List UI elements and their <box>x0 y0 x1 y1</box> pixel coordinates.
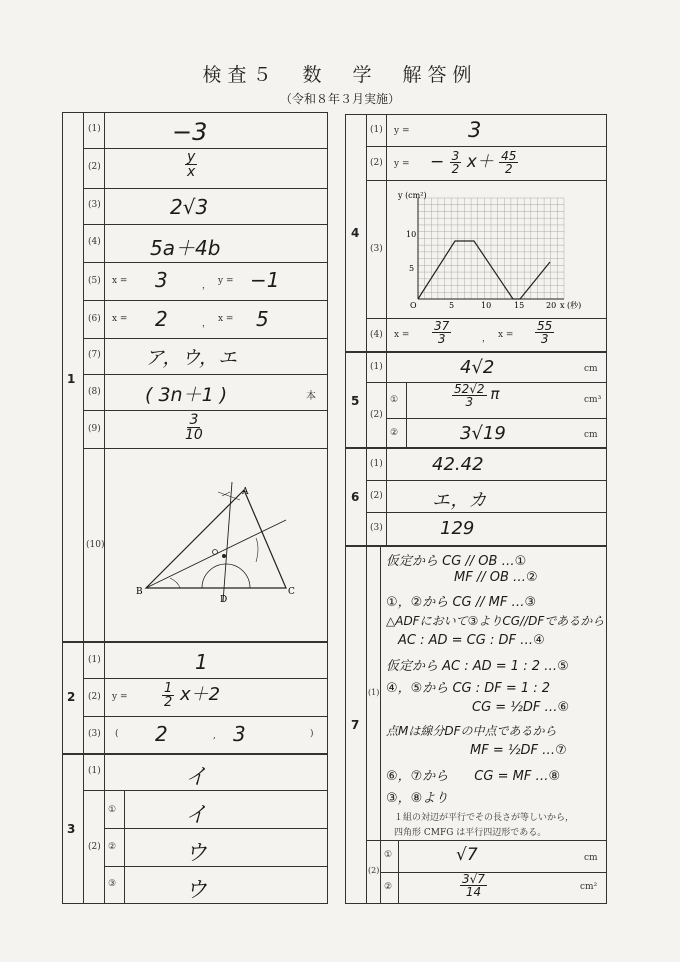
q7-a22-unit: cm² <box>580 882 598 892</box>
q3-divider <box>83 754 84 904</box>
q1-answer-4: 5a＋4b <box>150 236 221 260</box>
q4-a4-den2: 3 <box>540 332 549 346</box>
q5-a1-unit: cm <box>584 364 598 374</box>
proof-line-8: CG = ½DF …⑥ <box>472 700 570 715</box>
proof-line-5: AC : AD = CG : DF …④ <box>398 633 545 648</box>
q1-a6-x: 2 <box>155 307 168 331</box>
q4-label-3: (3) <box>370 244 383 254</box>
q1-divider-2 <box>104 112 105 642</box>
page-title: 検査５ 数 学 解答例 <box>202 64 478 86</box>
label-c: C <box>288 587 295 597</box>
row-line <box>366 480 607 481</box>
triangle-abc <box>146 490 286 588</box>
q4-a4-den1: 3 <box>437 332 446 346</box>
q4-a4-x1-label: x = <box>394 330 410 340</box>
ytick-5: 5 <box>409 264 415 273</box>
q3-label-1: (1) <box>88 766 101 776</box>
q1-label-5: (5) <box>88 276 101 286</box>
q1-a6-x2-label: x = <box>218 314 234 324</box>
q2-label-3: (3) <box>88 729 101 739</box>
q6-divider-2 <box>386 448 387 546</box>
q1-label-1: (1) <box>88 124 101 134</box>
q6-divider <box>366 448 367 546</box>
graph-grid <box>418 198 564 299</box>
q2-a2-rest: x＋2 <box>180 684 221 705</box>
q2-a2-y-label: y = <box>112 692 128 702</box>
xtick-10: 10 <box>481 301 492 310</box>
q4-a2-den1: 2 <box>451 161 460 176</box>
graph-ylabel: y (cm²) <box>398 191 427 200</box>
q7-a22-num: 3√7 <box>462 872 485 886</box>
q7-sub-1: ① <box>384 850 393 860</box>
label-b: B <box>136 587 143 597</box>
q7-a21-unit: cm <box>584 853 598 863</box>
xtick-o: O <box>410 301 417 310</box>
q5-divider <box>366 352 367 448</box>
q4-label-4: (4) <box>370 330 383 340</box>
arc-left <box>170 578 180 588</box>
row-line <box>83 716 328 717</box>
q4-a2-den2: 2 <box>504 161 513 176</box>
graph-xlabel: x (秒) <box>560 301 582 310</box>
q7-sub-2: ② <box>384 882 393 892</box>
proof-line-9: 点Mは線分DFの中点であるから <box>386 724 557 738</box>
proof-line-4: △ADFにおいて③よりCG//DFであるから <box>386 614 605 628</box>
q4-a4-num2: 55 <box>537 319 553 333</box>
proof-line-12: ③，⑧より <box>386 791 449 806</box>
q4-a2-num1: 3 <box>451 148 460 163</box>
q1-a6-sep: ， <box>202 319 212 329</box>
q7-divider-2 <box>380 546 381 904</box>
xtick-20: 20 <box>546 301 557 310</box>
row-line <box>83 300 328 301</box>
q1-a5-x-label: x = <box>112 276 128 286</box>
q2-a3-x: 2 <box>155 722 168 746</box>
q2-a2-num: 1 <box>164 680 173 696</box>
row-line <box>366 318 607 319</box>
q6-answer-3: 129 <box>440 518 475 539</box>
q5-answer-1: 4√2 <box>460 357 495 378</box>
q5-a22-unit: cm <box>584 430 598 440</box>
q1-label-8: (8) <box>88 387 101 397</box>
q2-a3-sep: , <box>213 731 216 741</box>
q4-a2-num2: 45 <box>501 148 517 163</box>
q5-label-1: (1) <box>370 362 383 372</box>
row-line <box>83 410 328 411</box>
q3-answer-2-3: ウ <box>185 878 208 903</box>
q1-a6-x2: 5 <box>256 307 269 331</box>
q1-label-10: (10) <box>86 540 105 550</box>
q3-answer-2-1: イ <box>185 803 208 828</box>
q4-a2-y-label: y = <box>394 159 410 169</box>
q2-label-2: (2) <box>88 692 101 702</box>
q1-a6-x-label: x = <box>112 314 128 324</box>
q1-number: 1 <box>67 372 76 386</box>
row-line <box>386 418 607 419</box>
q3-divider-3 <box>124 790 125 904</box>
q1-answer-9 <box>185 413 203 442</box>
q1-answer-3: 2√3 <box>170 195 209 219</box>
q5-a21-num: 52√2 <box>454 382 485 396</box>
label-d: D <box>220 595 228 605</box>
proof-conclusion-1: １組の対辺が平行でその長さが等しいから， <box>394 813 575 823</box>
q4-a2-mid: x＋ <box>466 152 494 172</box>
q1-divider <box>83 112 84 642</box>
proof-line-7: ④，⑤から CG : DF = 1 : 2 <box>386 681 551 696</box>
q5-label-2: (2) <box>370 410 383 420</box>
q5-answer-2-1 <box>452 383 499 408</box>
q2-number: 2 <box>67 690 76 704</box>
row-line <box>380 872 607 873</box>
q2-answer-1: 1 <box>195 650 208 674</box>
q1-label-9: (9) <box>88 424 101 434</box>
q2-a2-den: 2 <box>164 694 173 710</box>
row-line <box>366 180 607 181</box>
q5-number: 5 <box>351 394 360 408</box>
q4-answer-2 <box>430 147 518 175</box>
q3-answer-2-2: ウ <box>185 841 208 866</box>
arc-marks-top <box>218 492 240 500</box>
q5-answer-2-2: 3√19 <box>460 423 506 444</box>
q1-a5-y-label: y = <box>218 276 234 286</box>
q5-divider-3 <box>406 382 407 448</box>
q1-a8-unit: 本 <box>306 391 316 402</box>
q1-label-3: (3) <box>88 200 101 210</box>
q2-divider <box>83 642 84 754</box>
q1-answer-7: ア，ウ，エ <box>145 347 237 369</box>
q5-sub-1: ① <box>390 395 399 405</box>
ytick-10: 10 <box>406 230 417 239</box>
point-p <box>222 554 226 558</box>
q7-number: 7 <box>351 718 360 732</box>
row-line <box>104 828 328 829</box>
q5-divider-2 <box>386 352 387 448</box>
proof-line-1: 仮定から CG // OB …① <box>386 554 527 569</box>
row-line <box>83 678 328 679</box>
q5-a21-unit: cm³ <box>584 395 602 405</box>
q1-a2-den: x <box>187 164 196 180</box>
point-o-mark <box>213 550 218 555</box>
perpendicular-line <box>223 482 232 602</box>
q1-a5-y: −1 <box>250 268 280 292</box>
q4-divider-2 <box>386 114 387 352</box>
row-line <box>366 840 607 841</box>
row-line <box>366 512 607 513</box>
row-line <box>83 374 328 375</box>
q7-label-2: (2) <box>368 866 380 875</box>
q4-graph <box>392 186 602 314</box>
q2-a3-open: ( <box>115 729 119 739</box>
q6-answer-2: エ，カ <box>432 490 487 511</box>
q1-label-7: (7) <box>88 350 101 360</box>
proof-conclusion-2: 四角形 CMFG は平行四辺形である。 <box>394 828 547 838</box>
q5-a21-den: 3 <box>465 395 474 409</box>
q5-sub-2: ② <box>390 428 399 438</box>
q6-label-1: (1) <box>370 459 383 469</box>
proof-line-6: 仮定から AC : AD = 1 : 2 …⑤ <box>386 659 569 674</box>
q6-answer-1: 42.42 <box>432 454 484 475</box>
q4-answer-4-2 <box>535 320 554 345</box>
q5-a21-pi: π <box>490 385 500 403</box>
q7-answer-2-1: √7 <box>456 845 478 865</box>
proof-line-2: MF // OB …② <box>454 570 538 585</box>
row-line <box>83 448 328 449</box>
row-line <box>83 148 328 149</box>
q2-a3-y: 3 <box>233 722 246 746</box>
q4-a4-x2-label: x = <box>498 330 514 340</box>
q3-answer-1: イ <box>185 765 208 790</box>
q3-sub-1: ① <box>108 805 117 815</box>
q1-a2-num: y <box>187 149 196 165</box>
q3-number: 3 <box>67 822 76 836</box>
label-a: A <box>242 487 249 497</box>
q3-sub-2: ② <box>108 842 117 852</box>
page-subtitle: （令和８年３月実施） <box>279 92 400 106</box>
q1-a5-x: 3 <box>155 268 168 292</box>
q4-a1-y-label: y = <box>394 126 410 136</box>
q1-label-6: (6) <box>88 314 101 324</box>
proof-line-3: ①，②から CG // MF …③ <box>386 595 537 610</box>
q7-answer-2-2 <box>460 873 487 898</box>
proof-line-10: MF = ½DF …⑦ <box>470 743 567 758</box>
row-line <box>83 338 328 339</box>
q1-a5-sep: ， <box>202 281 212 291</box>
q1-a9-den: 10 <box>185 427 203 443</box>
row-line <box>83 224 328 225</box>
q7-divider <box>366 546 367 904</box>
proof-line-11: ⑥，⑦から CG = MF …⑧ <box>386 769 561 784</box>
q4-label-2: (2) <box>370 158 383 168</box>
row-line <box>83 188 328 189</box>
q4-label-1: (1) <box>370 125 383 135</box>
q4-a4-num1: 37 <box>434 319 450 333</box>
q1-label-4: (4) <box>88 237 101 247</box>
q4-number: 4 <box>351 226 360 240</box>
q4-a4-sep: ， <box>482 334 492 344</box>
q1-answer-8: ( 3n＋1 ) <box>145 384 228 406</box>
xtick-5: 5 <box>449 301 455 310</box>
q4-answer-4-1 <box>432 320 451 345</box>
arc-right <box>256 538 258 562</box>
q2-divider-2 <box>104 642 105 754</box>
q3-sub-3: ③ <box>108 879 117 889</box>
q1-answer-2 <box>185 150 197 179</box>
row-line <box>83 262 328 263</box>
q4-divider <box>366 114 367 352</box>
xtick-15: 15 <box>514 301 525 310</box>
q1-a9-num: 3 <box>189 412 199 428</box>
q7-label-1: (1) <box>368 688 380 697</box>
q1-label-2: (2) <box>88 162 101 172</box>
q2-answer-2 <box>162 680 220 709</box>
q1-answer-1: −3 <box>172 118 208 146</box>
q4-a2-pre: − <box>430 152 445 172</box>
construction-figure <box>110 470 320 610</box>
q4-answer-1: 3 <box>468 118 482 142</box>
q2-a3-close: ) <box>310 729 314 739</box>
q6-number: 6 <box>351 490 360 504</box>
q6-label-2: (2) <box>370 491 383 501</box>
q3-divider-2 <box>104 754 105 904</box>
q7-a22-den: 14 <box>465 885 482 899</box>
row-line <box>104 866 328 867</box>
q6-label-3: (3) <box>370 523 383 533</box>
q2-label-1: (1) <box>88 655 101 665</box>
q3-label-2: (2) <box>88 842 101 852</box>
